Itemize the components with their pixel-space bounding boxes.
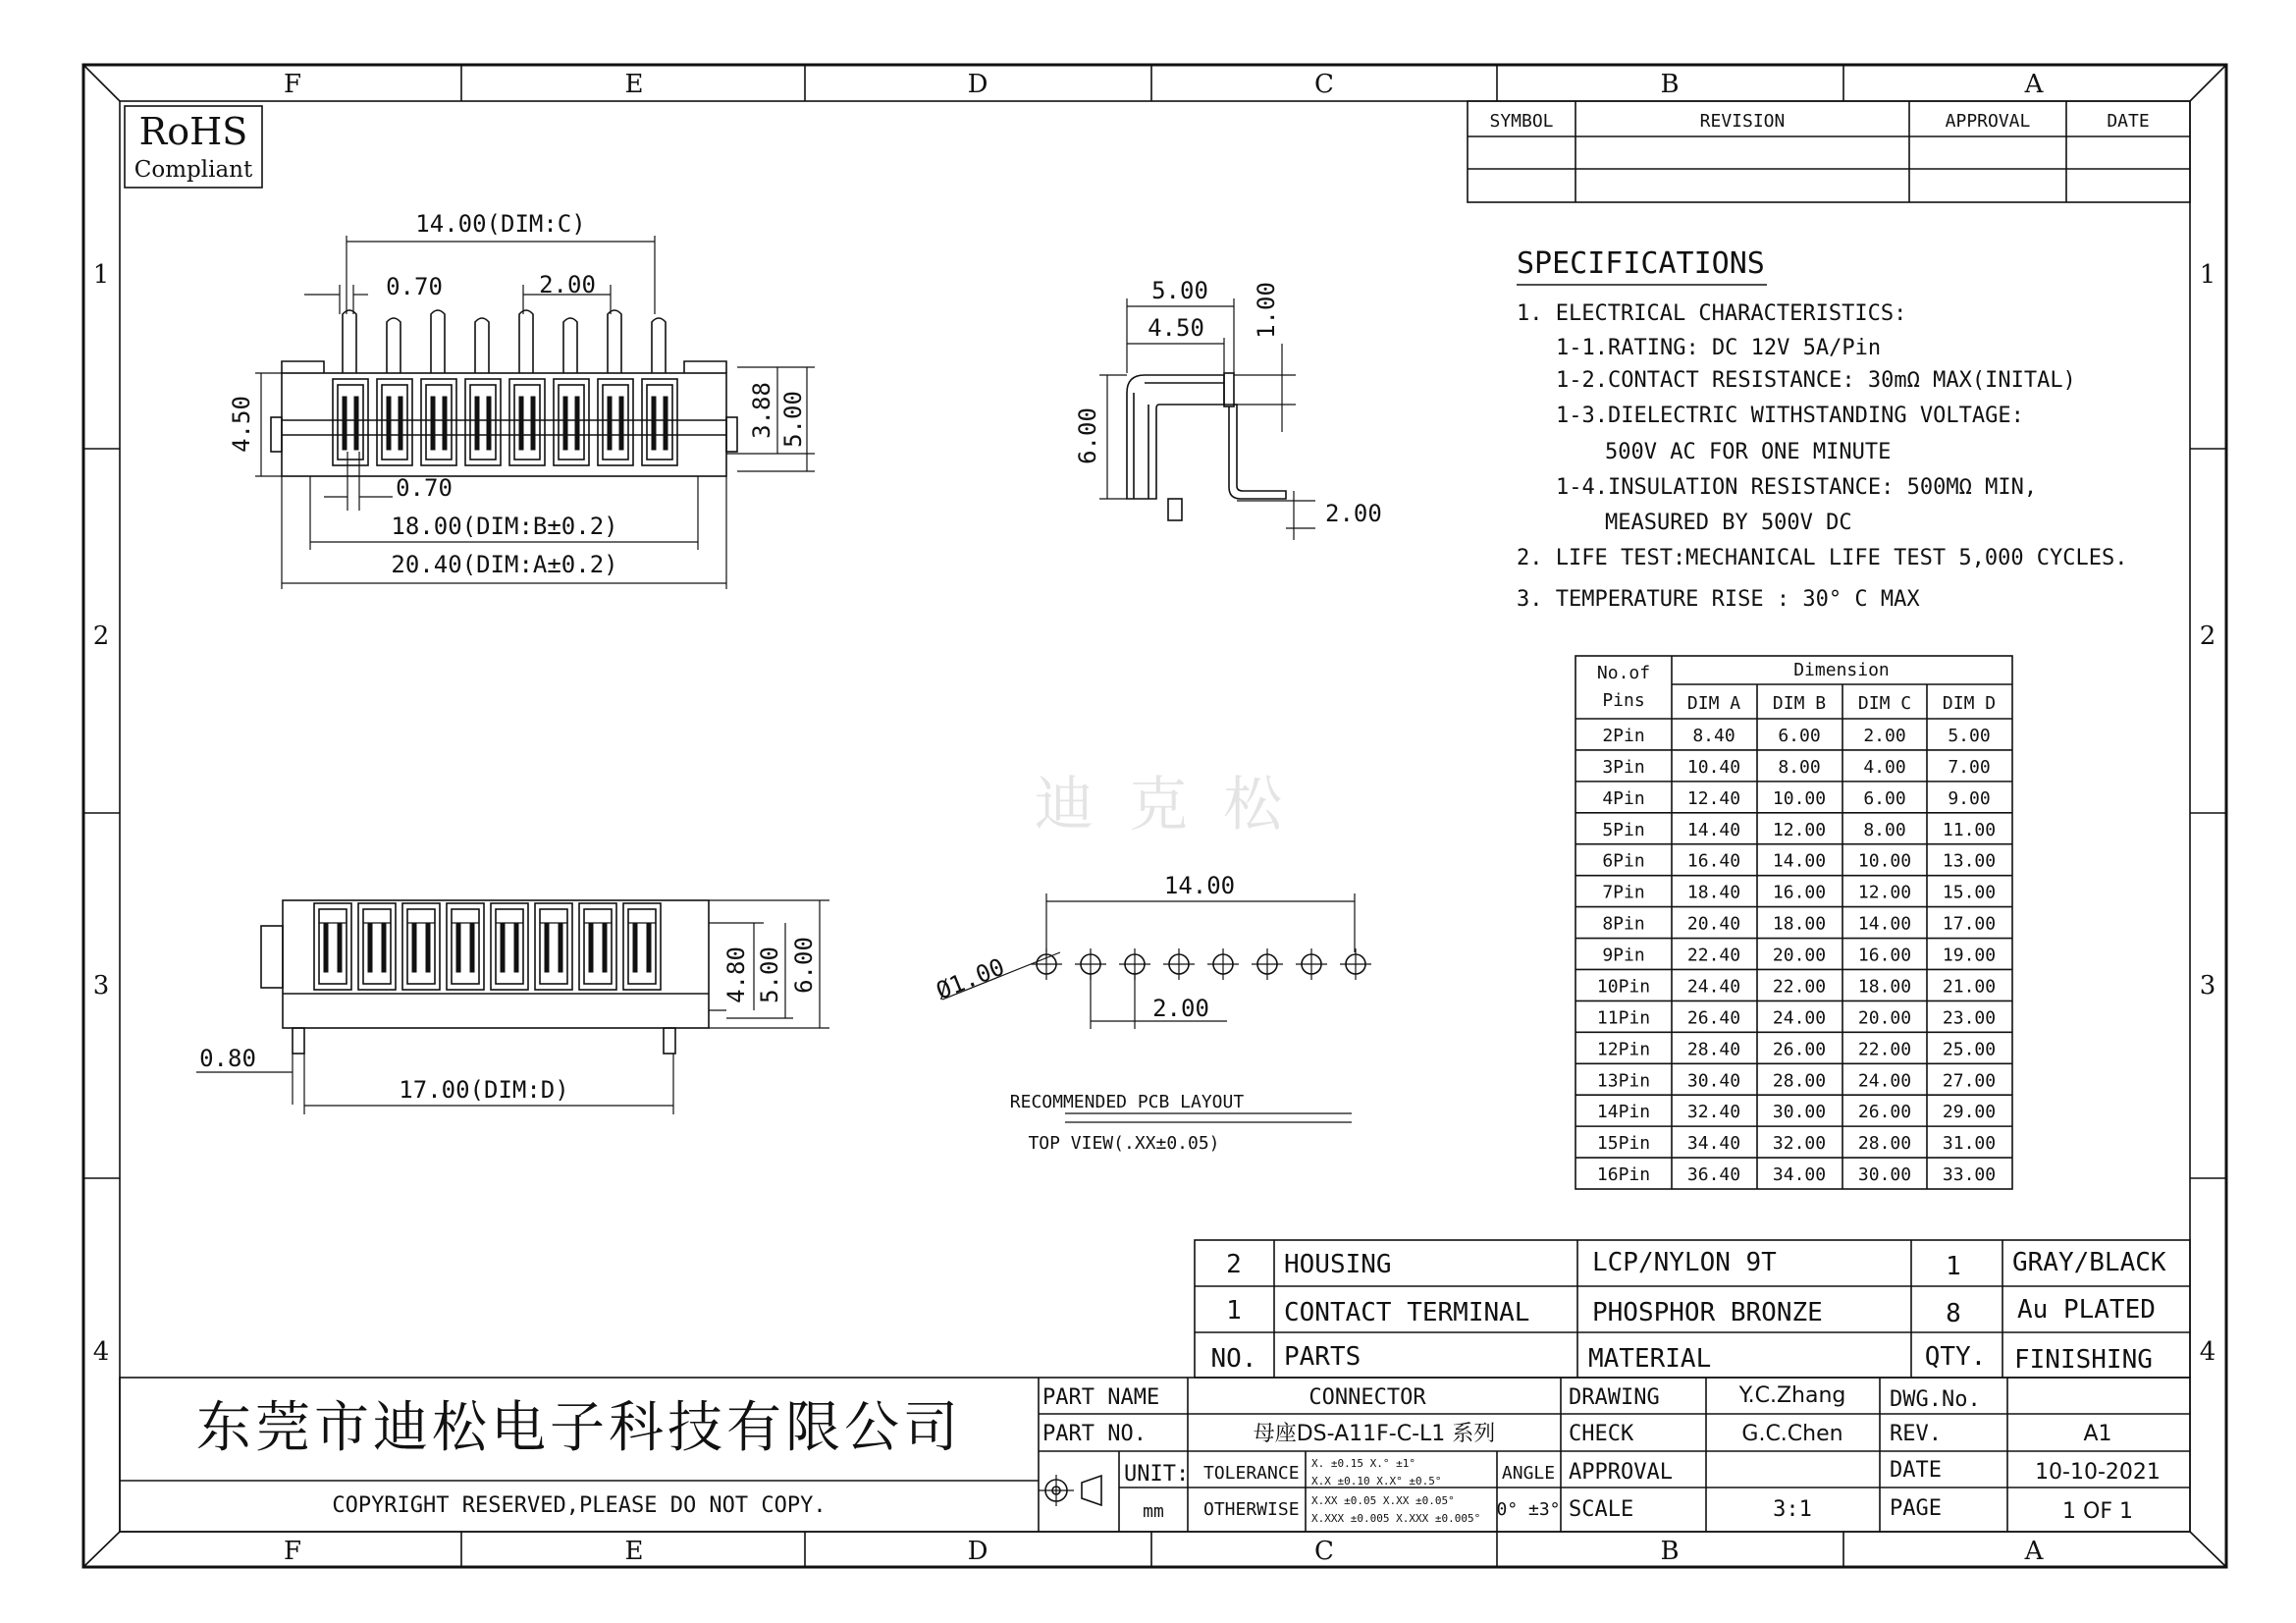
dim-table-cell: 16.40: [1686, 850, 1741, 872]
spec-line-2: 1-1.RATING: DC 12V 5A/Pin: [1556, 336, 1882, 360]
dim-table-cell: 22.00: [1857, 1039, 1912, 1060]
dim-table-cell: 28.40: [1686, 1039, 1741, 1060]
approval-label: APPROVAL: [1569, 1460, 1673, 1485]
dim-table-cell: 15.00: [1942, 882, 1997, 903]
dim-table-group-header: Dimension: [1793, 660, 1890, 680]
rohs-title: RoHS: [138, 110, 248, 153]
dim-table-cell: 28.00: [1857, 1133, 1912, 1155]
bom-row-2-part: CONTACT TERMINAL: [1284, 1298, 1530, 1327]
front-contact-slots: [333, 379, 677, 465]
frame-col-b-bottom: B: [1660, 1537, 1680, 1566]
revision-header-revision: REVISION: [1699, 111, 1786, 132]
revision-header-approval: APPROVAL: [1945, 111, 2031, 132]
dim-table-pin-count: 4Pin: [1602, 787, 1645, 809]
dim-table-cell: 6.00: [1863, 787, 1906, 809]
contact-slot: [333, 379, 368, 465]
dim-table-cell: 32.00: [1772, 1133, 1827, 1155]
frame-col-c-bottom: C: [1314, 1537, 1334, 1566]
dim-table-cell: 12.40: [1686, 787, 1741, 809]
dim-table-pin-count: 12Pin: [1596, 1039, 1651, 1060]
angle-value: 0° ±3°: [1496, 1499, 1561, 1520]
pcb-hole: [1296, 948, 1327, 980]
part-name-label: PART NAME: [1042, 1385, 1160, 1410]
dim-front-0-70-pin: 0.70: [386, 273, 443, 300]
contact-slot: [314, 903, 351, 990]
dim-table-cell: 30.00: [1772, 1102, 1827, 1123]
dim-table-col-d: DIM D: [1942, 693, 1997, 714]
dim-table-cell: 22.40: [1686, 945, 1741, 966]
dim-table-cell: 17.00: [1942, 913, 1997, 935]
dim-table-cell: 11.00: [1942, 819, 1997, 840]
dim-table-pin-count: 3Pin: [1602, 756, 1645, 778]
contact-slot: [421, 379, 456, 465]
contact-slot: [509, 379, 545, 465]
dim-table-cell: 20.00: [1857, 1007, 1912, 1029]
dim-table-pin-count: 11Pin: [1596, 1007, 1651, 1029]
dim-side-2-00-tail: 2.00: [1325, 500, 1382, 527]
date-value: 10-10-2021: [2035, 1460, 2161, 1485]
frame-col-d-top: D: [967, 70, 988, 99]
dim-pcb-14-00: 14.00: [1163, 872, 1236, 899]
drawing-value: Y.C.Zhang: [1738, 1383, 1846, 1408]
pin: [519, 310, 533, 373]
specifications-title: SPECIFICATIONS: [1517, 246, 1765, 281]
dim-table-cell: 26.40: [1686, 1007, 1741, 1029]
part-no-label: PART NO.: [1042, 1422, 1147, 1446]
pcb-hole: [1252, 948, 1283, 980]
dim-table-cell: 13.00: [1942, 850, 1997, 872]
frame-col-e-top: E: [624, 70, 644, 99]
frame-col-e-bottom: E: [624, 1537, 644, 1566]
dim-table-pin-count: 13Pin: [1596, 1070, 1651, 1092]
dim-front-0-70-slot: 0.70: [396, 474, 453, 502]
dim-table-cell: 12.00: [1772, 819, 1827, 840]
frame-row-1-right: 1: [2199, 260, 2216, 290]
contact-slot: [554, 379, 589, 465]
dim-table-cell: 34.40: [1686, 1133, 1741, 1155]
revision-header-symbol: SYMBOL: [1489, 111, 1554, 132]
pcb-hole: [1207, 948, 1239, 980]
spec-line-1: 1. ELECTRICAL CHARACTERISTICS:: [1517, 301, 1907, 326]
dim-table-cell: 27.00: [1942, 1070, 1997, 1092]
spec-line-9: 3. TEMPERATURE RISE : 30° C MAX: [1517, 587, 1920, 612]
dim-front-3-88: 3.88: [748, 382, 775, 439]
rev-label: REV.: [1890, 1422, 1942, 1446]
contact-slot: [579, 903, 616, 990]
bom-header-no: NO.: [1210, 1344, 1257, 1374]
frame-row-3-left: 3: [92, 971, 110, 1001]
dim-table-pin-count: 5Pin: [1602, 819, 1645, 840]
copyright-notice: COPYRIGHT RESERVED,PLEASE DO NOT COPY.: [332, 1493, 827, 1518]
tolerance-label: TOLERANCE: [1203, 1463, 1300, 1484]
dim-bottom-4-80: 4.80: [722, 947, 750, 1003]
dim-side-1-00: 1.00: [1253, 282, 1280, 339]
revision-table: [1468, 101, 2190, 202]
dim-pcb-hole: Ø1.00: [932, 952, 1009, 1005]
dim-table-pin-count: 14Pin: [1596, 1102, 1651, 1123]
dim-front-14-00-dim-c: 14.00(DIM:C): [415, 210, 586, 238]
unit-label: UNIT:: [1124, 1462, 1190, 1487]
page-value: 1 OF 1: [2062, 1499, 2133, 1524]
title-block: [120, 1378, 2190, 1532]
dim-pcb-2-00: 2.00: [1152, 995, 1209, 1022]
dim-table-cell: 7.00: [1948, 756, 1991, 778]
check-value: G.C.Chen: [1741, 1422, 1843, 1446]
front-pins: [343, 310, 666, 373]
contact-slot: [377, 379, 412, 465]
dim-table-col-b: DIM B: [1772, 693, 1827, 714]
dim-table-cell: 23.00: [1942, 1007, 1997, 1029]
contact-slot: [642, 379, 677, 465]
dim-front-20-40-dim-a: 20.40(DIM:A±0.2): [391, 551, 618, 578]
dim-table-cell: 20.40: [1686, 913, 1741, 935]
dim-side-6-00: 6.00: [1074, 407, 1101, 464]
spec-line-7: MEASURED BY 500V DC: [1605, 511, 1852, 535]
frame-col-d-bottom: D: [967, 1537, 988, 1566]
dim-table-col-a: DIM A: [1686, 693, 1741, 714]
dim-table-cell: 8.00: [1778, 756, 1821, 778]
dim-table-cell: 10.40: [1686, 756, 1741, 778]
bom-row-2-no: 1: [1226, 1296, 1242, 1325]
frame-row-1-left: 1: [92, 260, 110, 290]
dim-table-cell: 2.00: [1863, 726, 1906, 746]
part-name-value: CONNECTOR: [1308, 1385, 1426, 1410]
drawing-label: DRAWING: [1569, 1385, 1660, 1410]
dim-side-5-00: 5.00: [1151, 277, 1208, 304]
dim-front-18-00-dim-b: 18.00(DIM:B±0.2): [391, 513, 618, 540]
dim-table-cell: 26.00: [1772, 1039, 1827, 1060]
dim-table-cell: 10.00: [1772, 787, 1827, 809]
dim-table-cell: 18.40: [1686, 882, 1741, 903]
rev-value: A1: [2083, 1422, 2112, 1446]
dim-table-cell: 29.00: [1942, 1102, 1997, 1123]
spec-line-5: 500V AC FOR ONE MINUTE: [1605, 440, 1892, 464]
dim-table-cell: 8.00: [1863, 819, 1906, 840]
bom-header-material: MATERIAL: [1588, 1344, 1712, 1374]
pin: [343, 310, 356, 373]
revision-header-date: DATE: [2107, 111, 2150, 132]
pin: [608, 310, 621, 373]
bom-row-1-material: LCP/NYLON 9T: [1592, 1248, 1777, 1277]
pin: [387, 318, 400, 373]
projection-symbol-icon: [1039, 1475, 1101, 1506]
bottom-contact-slots: [314, 903, 661, 990]
dim-table-cell: 20.00: [1772, 945, 1827, 966]
contact-slot: [402, 903, 440, 990]
dim-table-cell: 25.00: [1942, 1039, 1997, 1060]
bottom-view: [196, 900, 829, 1114]
dim-front-5-00: 5.00: [779, 391, 807, 448]
dim-table-cell: 16.00: [1772, 882, 1827, 903]
rohs-badge: [125, 106, 262, 188]
rohs-subtitle: Compliant: [133, 157, 253, 183]
frame-col-a-top: A: [2024, 70, 2044, 99]
dim-table-cell: 36.40: [1686, 1164, 1741, 1186]
dim-table-cell: 28.00: [1772, 1070, 1827, 1092]
pcb-hole: [1163, 948, 1195, 980]
dim-table-cell: 30.40: [1686, 1070, 1741, 1092]
scale-label: SCALE: [1569, 1497, 1634, 1522]
dim-table-pins-header-2: Pins: [1602, 690, 1645, 711]
pcb-hole: [1340, 948, 1371, 980]
contact-slot: [447, 903, 484, 990]
dim-bottom-0-80: 0.80: [199, 1045, 256, 1072]
dim-table-pin-count: 6Pin: [1602, 850, 1645, 872]
frame-row-2-right: 2: [2199, 622, 2216, 651]
dim-table-pin-count: 8Pin: [1602, 913, 1645, 935]
bom-table: [1195, 1240, 2190, 1378]
frame-row-3-right: 3: [2199, 971, 2216, 1001]
tolerance-line-1: X. ±0.15 X.° ±1°: [1311, 1457, 1415, 1470]
unit-value: mm: [1143, 1501, 1164, 1522]
front-view: [228, 210, 815, 589]
otherwise-label: OTHERWISE: [1203, 1499, 1300, 1520]
dim-table-cell: 4.00: [1863, 756, 1906, 778]
dimension-table: [1575, 656, 2012, 1189]
dim-table-cell: 21.00: [1942, 976, 1997, 998]
dim-table-cell: 5.00: [1948, 726, 1991, 746]
frame-col-b-top: B: [1660, 70, 1680, 99]
bom-row-1-no: 2: [1226, 1250, 1242, 1279]
pin: [652, 318, 666, 373]
dim-table-col-c: DIM C: [1857, 693, 1912, 714]
company-name: 东莞市迪松电子科技有限公司: [196, 1396, 962, 1460]
watermark: 迪 克 松: [1034, 771, 1283, 839]
date-label: DATE: [1890, 1458, 1942, 1483]
dim-table-cell: 14.00: [1857, 913, 1912, 935]
pcb-holes: [1031, 948, 1371, 980]
dim-table-cell: 24.40: [1686, 976, 1741, 998]
contact-slot: [491, 903, 528, 990]
bom-row-2-qty: 8: [1946, 1299, 1961, 1328]
dim-front-4-50-height: 4.50: [228, 396, 255, 453]
scale-value: 3:1: [1773, 1497, 1812, 1522]
check-label: CHECK: [1569, 1422, 1634, 1446]
dim-table-cell: 18.00: [1857, 976, 1912, 998]
dim-table-pin-count: 15Pin: [1596, 1133, 1651, 1155]
contact-slot: [358, 903, 396, 990]
dim-table-cell: 16.00: [1857, 945, 1912, 966]
bom-row-1-finishing: GRAY/BLACK: [2012, 1248, 2166, 1277]
dim-table-cell: 24.00: [1857, 1070, 1912, 1092]
specifications: [1517, 246, 2128, 612]
dim-table-cell: 30.00: [1857, 1164, 1912, 1186]
pcb-caption-1: RECOMMENDED PCB LAYOUT: [1009, 1092, 1245, 1112]
tolerance-line-4: X.XXX ±0.005 X.XXX ±0.005°: [1311, 1512, 1481, 1525]
dim-table-cell: 33.00: [1942, 1164, 1997, 1186]
pcb-caption-2: TOP VIEW(.XX±0.05): [1028, 1133, 1220, 1154]
tolerance-line-3: X.XX ±0.05 X.XX ±0.05°: [1311, 1494, 1455, 1507]
dim-bottom-6-00: 6.00: [790, 937, 818, 994]
frame-col-c-top: C: [1314, 70, 1334, 99]
dim-table-pin-count: 2Pin: [1602, 726, 1645, 746]
side-view: [1074, 277, 1382, 540]
pin: [431, 310, 445, 373]
dim-table-cell: 10.00: [1857, 850, 1912, 872]
dim-table-cell: 9.00: [1948, 787, 1991, 809]
dim-table-cell: 31.00: [1942, 1133, 1997, 1155]
bom-header-finishing: FINISHING: [2014, 1345, 2153, 1375]
dim-table-cell: 12.00: [1857, 882, 1912, 903]
dim-table-cell: 6.00: [1778, 726, 1821, 746]
frame-row-4-left: 4: [92, 1337, 110, 1367]
dim-table-pin-count: 16Pin: [1596, 1164, 1651, 1186]
dim-table-pin-count: 7Pin: [1602, 882, 1645, 903]
bom-row-2-material: PHOSPHOR BRONZE: [1592, 1298, 1823, 1327]
pin: [563, 318, 577, 373]
dim-table-cell: 14.00: [1772, 850, 1827, 872]
bom-row-1-part: HOUSING: [1284, 1250, 1392, 1279]
dim-table-pin-count: 10Pin: [1596, 976, 1651, 998]
dim-table-cell: 24.00: [1772, 1007, 1827, 1029]
page-label: PAGE: [1890, 1496, 1942, 1521]
contact-slot: [465, 379, 501, 465]
bom-row-2-finishing: Au PLATED: [2017, 1295, 2156, 1325]
dim-table-cell: 26.00: [1857, 1102, 1912, 1123]
bom-header-parts: PARTS: [1284, 1342, 1362, 1372]
spec-line-4: 1-3.DIELECTRIC WITHSTANDING VOLTAGE:: [1556, 404, 2024, 428]
dim-table-cell: 14.40: [1686, 819, 1741, 840]
dwg-no-label: DWG.No.: [1890, 1387, 1981, 1412]
frame-col-f-bottom: F: [283, 1537, 302, 1566]
dim-bottom-17-00-dim-d: 17.00(DIM:D): [399, 1076, 569, 1104]
spec-line-6: 1-4.INSULATION RESISTANCE: 500MΩ MIN,: [1556, 475, 2038, 500]
contact-slot: [598, 379, 633, 465]
dim-table-cell: 22.00: [1772, 976, 1827, 998]
frame-row-4-right: 4: [2199, 1337, 2216, 1367]
contact-slot: [623, 903, 661, 990]
dim-table-pin-count: 9Pin: [1602, 945, 1645, 966]
angle-label: ANGLE: [1501, 1463, 1556, 1484]
dim-front-2-00-pitch: 2.00: [539, 271, 596, 298]
frame-col-f-top: F: [283, 70, 302, 99]
dim-table-cell: 8.40: [1692, 726, 1735, 746]
dim-table-cell: 32.40: [1686, 1102, 1741, 1123]
dim-table-pins-header-1: No.of: [1596, 663, 1651, 683]
spec-line-8: 2. LIFE TEST:MECHANICAL LIFE TEST 5,000 CYCLES.: [1517, 546, 2128, 570]
frame-row-2-left: 2: [92, 622, 110, 651]
dim-table-cell: 34.00: [1772, 1164, 1827, 1186]
dim-side-4-50: 4.50: [1148, 314, 1204, 342]
pin: [475, 318, 489, 373]
tolerance-line-2: X.X ±0.10 X.X° ±0.5°: [1311, 1475, 1442, 1488]
dim-bottom-5-00: 5.00: [756, 947, 783, 1003]
dim-table-cell: 19.00: [1942, 945, 1997, 966]
spec-line-3: 1-2.CONTACT RESISTANCE: 30mΩ MAX(INITAL): [1556, 368, 2076, 393]
dim-table-cell: 18.00: [1772, 913, 1827, 935]
pcb-layout: [933, 872, 1371, 1154]
part-no-value: 母座DS-A11F-C-L1 系列: [1253, 1422, 1496, 1446]
contact-slot: [535, 903, 572, 990]
bom-header-qty: QTY.: [1924, 1342, 1987, 1372]
bom-row-1-qty: 1: [1946, 1252, 1961, 1281]
frame-col-a-bottom: A: [2024, 1537, 2044, 1566]
